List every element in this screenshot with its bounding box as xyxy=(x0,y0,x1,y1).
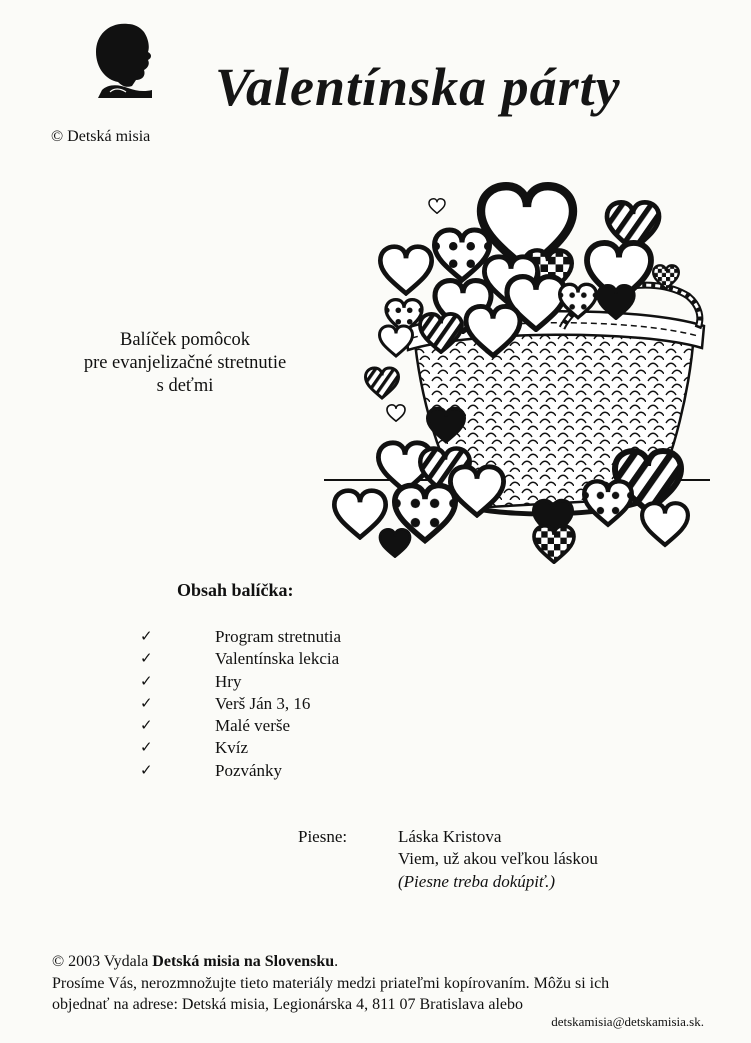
list-item-label: Kvíz xyxy=(215,738,249,758)
footer-prefix: © 2003 Vydala xyxy=(52,953,153,970)
child-silhouette-logo xyxy=(88,18,160,98)
page-title: Valentínska párty xyxy=(215,57,621,117)
checkmark-icon: ✓ xyxy=(140,695,153,712)
footer-suffix: . xyxy=(334,953,339,970)
songs-list xyxy=(398,826,598,893)
song-item: Viem, už akou veľkou láskou xyxy=(398,849,598,869)
subtitle-line-3: s deťmi xyxy=(156,376,214,396)
footer-line-1 xyxy=(52,951,609,973)
songs-note: (Piesne treba dokúpiť.) xyxy=(398,871,556,891)
list-item-label: Malé verše xyxy=(215,716,291,736)
subtitle-line-1: Balíček pomôcok xyxy=(120,330,250,350)
publisher-name: Detská misia na Slovensku xyxy=(152,953,335,970)
checkmark-icon: ✓ xyxy=(140,673,153,690)
subtitle-line-2: pre evanjelizačné stretnutie xyxy=(83,353,287,373)
checkmark-icon: ✓ xyxy=(140,651,153,668)
list-item-label: Hry xyxy=(215,671,242,691)
checkmark-icon: ✓ xyxy=(140,740,153,757)
list-item-label: Verš Ján 3, 16 xyxy=(215,693,311,713)
heart-basket-illustration xyxy=(322,178,712,566)
contact-email: detskamisia@detskamisia.sk. xyxy=(551,1014,704,1029)
copyright-notice: © Detská misia xyxy=(51,128,151,145)
songs-label: Piesne: xyxy=(298,827,348,846)
checkmark-icon: ✓ xyxy=(140,762,153,779)
list-item-label: Program stretnutia xyxy=(215,627,342,646)
subtitle-block xyxy=(40,329,330,398)
song-item: Láska Kristova xyxy=(398,827,502,846)
footer-line-2: Prosíme Vás, nerozmnožujte tieto materiály medzi priateľmi kopírovaním. Môžu si ich xyxy=(52,974,610,992)
footer xyxy=(52,951,609,1016)
footer-line-3: objednať na adrese: Detská misia, Legionárska 4, 811 07 Bratislava alebo xyxy=(52,996,523,1013)
list-item-label: Pozvánky xyxy=(215,760,283,780)
list-item-label: Valentínska lekcia xyxy=(215,649,340,669)
contents-heading: Obsah balíčka: xyxy=(177,580,294,600)
checkmark-icon: ✓ xyxy=(140,718,153,735)
checkmark-icon: ✓ xyxy=(140,629,153,645)
